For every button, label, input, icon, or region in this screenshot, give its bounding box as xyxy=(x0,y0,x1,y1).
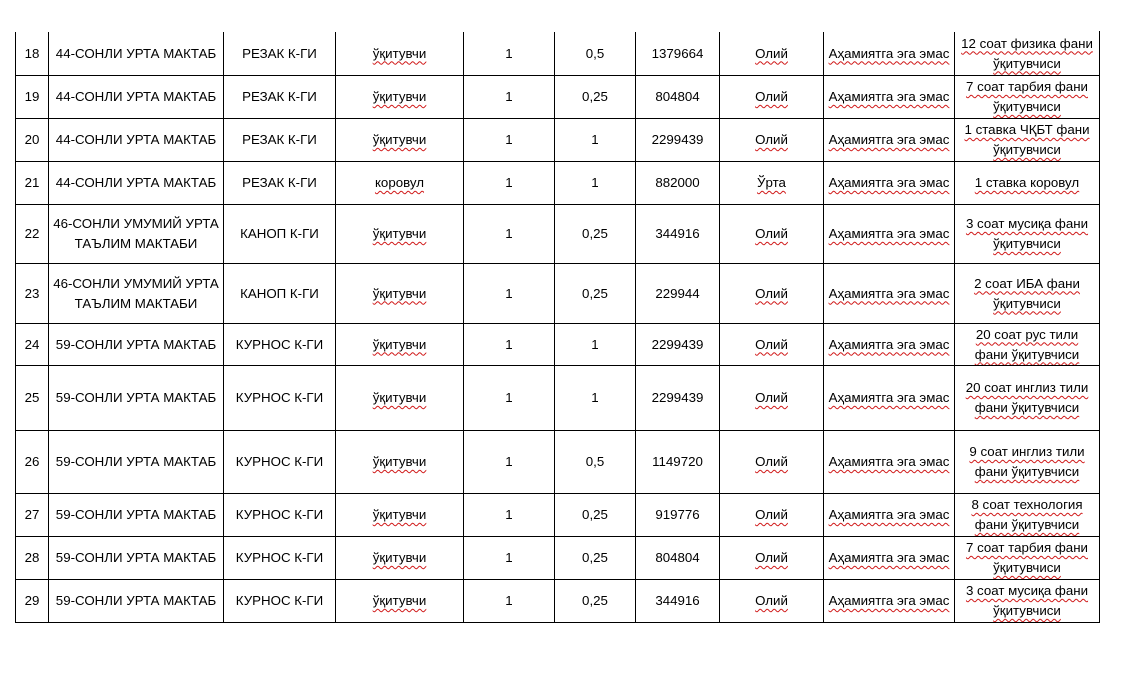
school-name: 59-СОНЛИ УРТА МАКТАБ xyxy=(49,580,224,623)
position-cell xyxy=(336,324,464,366)
school-name: 46-СОНЛИ УМУМИЙ УРТА ТАЪЛИМ МАКТАБИ xyxy=(49,205,224,264)
rate-cell: 0,25 xyxy=(555,580,636,623)
count-cell: 1 xyxy=(464,431,555,494)
position-cell xyxy=(336,431,464,494)
importance-text: Аҳамиятга эга эмас xyxy=(828,45,950,61)
rate-cell: 0,25 xyxy=(555,537,636,580)
row-number: 27 xyxy=(16,494,49,537)
education-text: Олий xyxy=(755,45,788,61)
importance-text: Аҳамиятга эга эмас xyxy=(828,593,950,608)
district-name: РЕЗАК К-ГИ xyxy=(224,162,336,205)
row-number: 29 xyxy=(16,580,49,623)
importance-cell xyxy=(824,162,955,205)
position-cell xyxy=(336,205,464,264)
rate-cell: 1 xyxy=(555,366,636,431)
count-cell: 1 xyxy=(464,264,555,324)
education-text: Олий xyxy=(755,89,788,104)
salary-cell: 2299439 xyxy=(636,324,720,366)
note-text: 7 соат тарбия фани ўқитувчиси xyxy=(966,540,1088,575)
row-number: 23 xyxy=(16,264,49,324)
district-name: КУРНОС К-ГИ xyxy=(224,537,336,580)
salary-cell: 919776 xyxy=(636,494,720,537)
salary-cell: 2299439 xyxy=(636,119,720,162)
position-text: ўқитувчи xyxy=(372,550,427,565)
count-cell: 1 xyxy=(464,494,555,537)
rate-cell: 0,25 xyxy=(555,494,636,537)
position-cell xyxy=(336,494,464,537)
position-text: ўқитувчи xyxy=(372,390,427,405)
table-row xyxy=(16,119,1100,162)
row-number: 22 xyxy=(16,205,49,264)
row-number: 26 xyxy=(16,431,49,494)
importance-cell xyxy=(824,537,955,580)
count-cell: 1 xyxy=(464,537,555,580)
note-text: 3 соат мусиқа фани ўқитувчиси xyxy=(965,216,1089,251)
importance-text: Аҳамиятга эга эмас xyxy=(828,89,950,104)
position-cell xyxy=(336,76,464,119)
note-cell xyxy=(955,264,1100,324)
note-text: 20 соат инглиз тили фани ўқитувчиси xyxy=(965,380,1089,415)
salary-cell: 882000 xyxy=(636,162,720,205)
row-number: 18 xyxy=(16,32,49,76)
table-row xyxy=(16,431,1100,494)
importance-cell xyxy=(824,205,955,264)
position-text: ўқитувчи xyxy=(372,89,427,104)
note-text: 7 соат тарбия фани ўқитувчиси xyxy=(966,79,1088,114)
rate-cell: 1 xyxy=(555,162,636,205)
row-number: 24 xyxy=(16,324,49,366)
education-cell xyxy=(720,431,824,494)
school-name: 59-СОНЛИ УРТА МАКТАБ xyxy=(49,431,224,494)
note-cell xyxy=(955,494,1100,537)
table-row xyxy=(16,580,1100,623)
education-text: Олий xyxy=(755,593,788,608)
position-text: ўқитувчи xyxy=(372,285,427,301)
education-text: Олий xyxy=(755,336,788,352)
importance-text: Аҳамиятга эга эмас xyxy=(828,454,950,469)
importance-text: Аҳамиятга эга эмас xyxy=(828,226,950,241)
note-text: 1 ставка ЧҚБТ фани ўқитувчиси xyxy=(964,122,1090,157)
table-row xyxy=(16,264,1100,324)
education-cell xyxy=(720,264,824,324)
district-name: КУРНОС К-ГИ xyxy=(224,494,336,537)
education-cell xyxy=(720,494,824,537)
importance-cell xyxy=(824,431,955,494)
education-text: Олий xyxy=(755,285,788,301)
count-cell: 1 xyxy=(464,366,555,431)
row-number: 25 xyxy=(16,366,49,431)
note-text: 2 соат ИБА фани ўқитувчиси xyxy=(974,275,1080,311)
importance-text: Аҳамиятга эга эмас xyxy=(828,175,950,190)
education-cell xyxy=(720,119,824,162)
education-cell xyxy=(720,537,824,580)
importance-cell xyxy=(824,494,955,537)
salary-cell: 344916 xyxy=(636,580,720,623)
salary-cell: 804804 xyxy=(636,537,720,580)
row-number: 28 xyxy=(16,537,49,580)
position-cell xyxy=(336,119,464,162)
note-cell xyxy=(955,205,1100,264)
importance-cell xyxy=(824,366,955,431)
importance-text: Аҳамиятга эга эмас xyxy=(828,285,950,301)
education-cell xyxy=(720,324,824,366)
note-text: 3 соат мусиқа фани ўқитувчиси xyxy=(965,583,1089,618)
school-name: 44-СОНЛИ УРТА МАКТАБ xyxy=(49,162,224,205)
position-cell xyxy=(336,32,464,76)
district-name: КУРНОС К-ГИ xyxy=(224,366,336,431)
education-text: Олий xyxy=(755,454,788,469)
salary-cell: 229944 xyxy=(636,264,720,324)
position-cell xyxy=(336,580,464,623)
count-cell: 1 xyxy=(464,205,555,264)
rate-cell: 0,5 xyxy=(555,32,636,76)
importance-text: Аҳамиятга эга эмас xyxy=(828,507,950,522)
salary-cell: 2299439 xyxy=(636,366,720,431)
education-text: Олий xyxy=(755,226,788,241)
position-text: ўқитувчи xyxy=(372,45,427,61)
table-row xyxy=(16,162,1100,205)
note-text: 8 соат технология фани ўқитувчиси xyxy=(971,497,1083,532)
note-cell xyxy=(955,537,1100,580)
count-cell: 1 xyxy=(464,162,555,205)
district-name: РЕЗАК К-ГИ xyxy=(224,76,336,119)
rate-cell: 1 xyxy=(555,119,636,162)
row-number: 20 xyxy=(16,119,49,162)
row-number: 21 xyxy=(16,162,49,205)
district-name: РЕЗАК К-ГИ xyxy=(224,32,336,76)
importance-cell xyxy=(824,32,955,76)
education-cell xyxy=(720,366,824,431)
position-cell xyxy=(336,264,464,324)
education-cell xyxy=(720,162,824,205)
note-text: 1 ставка коровул xyxy=(974,175,1080,190)
position-text: ўқитувчи xyxy=(372,132,427,147)
position-text: ўқитувчи xyxy=(372,336,427,352)
rate-cell: 1 xyxy=(555,324,636,366)
education-text: Олий xyxy=(755,390,788,405)
note-cell xyxy=(955,119,1100,162)
count-cell: 1 xyxy=(464,32,555,76)
table-row xyxy=(16,205,1100,264)
row-number: 19 xyxy=(16,76,49,119)
school-name: 59-СОНЛИ УРТА МАКТАБ xyxy=(49,537,224,580)
education-text: Ўрта xyxy=(757,175,786,190)
education-text: Олий xyxy=(755,132,788,147)
position-text: ўқитувчи xyxy=(372,593,427,608)
education-cell xyxy=(720,76,824,119)
importance-text: Аҳамиятга эга эмас xyxy=(828,336,950,352)
education-cell xyxy=(720,580,824,623)
salary-cell: 1149720 xyxy=(636,431,720,494)
school-name: 46-СОНЛИ УМУМИЙ УРТА ТАЪЛИМ МАКТАБИ xyxy=(49,264,224,324)
count-cell: 1 xyxy=(464,119,555,162)
district-name: КАНОП К-ГИ xyxy=(224,205,336,264)
note-cell xyxy=(955,76,1100,119)
school-name: 59-СОНЛИ УРТА МАКТАБ xyxy=(49,366,224,431)
position-text: коровул xyxy=(374,175,425,190)
position-cell xyxy=(336,366,464,431)
importance-text: Аҳамиятга эга эмас xyxy=(828,390,950,405)
salary-cell: 344916 xyxy=(636,205,720,264)
note-cell xyxy=(955,324,1100,366)
count-cell: 1 xyxy=(464,580,555,623)
school-name: 44-СОНЛИ УРТА МАКТАБ xyxy=(49,76,224,119)
note-cell xyxy=(955,162,1100,205)
importance-text: Аҳамиятга эга эмас xyxy=(828,132,950,147)
table-row xyxy=(16,76,1100,119)
education-cell xyxy=(720,205,824,264)
district-name: КУРНОС К-ГИ xyxy=(224,431,336,494)
table-top-crop xyxy=(15,31,1099,32)
salary-cell: 1379664 xyxy=(636,32,720,76)
table-row xyxy=(16,324,1100,366)
position-cell xyxy=(336,537,464,580)
importance-cell xyxy=(824,264,955,324)
table-row xyxy=(16,494,1100,537)
importance-cell xyxy=(824,324,955,366)
importance-cell xyxy=(824,76,955,119)
school-name: 59-СОНЛИ УРТА МАКТАБ xyxy=(49,494,224,537)
position-text: ўқитувчи xyxy=(372,454,427,469)
district-name: КУРНОС К-ГИ xyxy=(224,580,336,623)
importance-text: Аҳамиятга эга эмас xyxy=(828,550,950,565)
note-cell xyxy=(955,580,1100,623)
count-cell: 1 xyxy=(464,324,555,366)
note-text: 20 соат рус тили фани ўқитувчиси xyxy=(974,326,1080,362)
importance-cell xyxy=(824,119,955,162)
note-cell xyxy=(955,366,1100,431)
note-text: 9 соат инглиз тили фани ўқитувчиси xyxy=(969,444,1085,479)
rate-cell: 0,5 xyxy=(555,431,636,494)
table-row xyxy=(16,32,1100,76)
importance-cell xyxy=(824,580,955,623)
note-text: 12 соат физика фани ўқитувчиси xyxy=(961,35,1093,71)
education-text: Олий xyxy=(755,550,788,565)
rate-cell: 0,25 xyxy=(555,264,636,324)
note-cell xyxy=(955,32,1100,76)
school-name: 44-СОНЛИ УРТА МАКТАБ xyxy=(49,119,224,162)
position-cell xyxy=(336,162,464,205)
education-text: Олий xyxy=(755,507,788,522)
district-name: РЕЗАК К-ГИ xyxy=(224,119,336,162)
position-text: ўқитувчи xyxy=(372,507,427,522)
vacancy-table xyxy=(15,31,1100,623)
position-text: ўқитувчи xyxy=(372,226,427,241)
rate-cell: 0,25 xyxy=(555,205,636,264)
table-row xyxy=(16,537,1100,580)
note-cell xyxy=(955,431,1100,494)
table-row xyxy=(16,366,1100,431)
school-name: 44-СОНЛИ УРТА МАКТАБ xyxy=(49,32,224,76)
school-name: 59-СОНЛИ УРТА МАКТАБ xyxy=(49,324,224,366)
salary-cell: 804804 xyxy=(636,76,720,119)
education-cell xyxy=(720,32,824,76)
district-name: КУРНОС К-ГИ xyxy=(224,324,336,366)
rate-cell: 0,25 xyxy=(555,76,636,119)
district-name: КАНОП К-ГИ xyxy=(224,264,336,324)
count-cell: 1 xyxy=(464,76,555,119)
